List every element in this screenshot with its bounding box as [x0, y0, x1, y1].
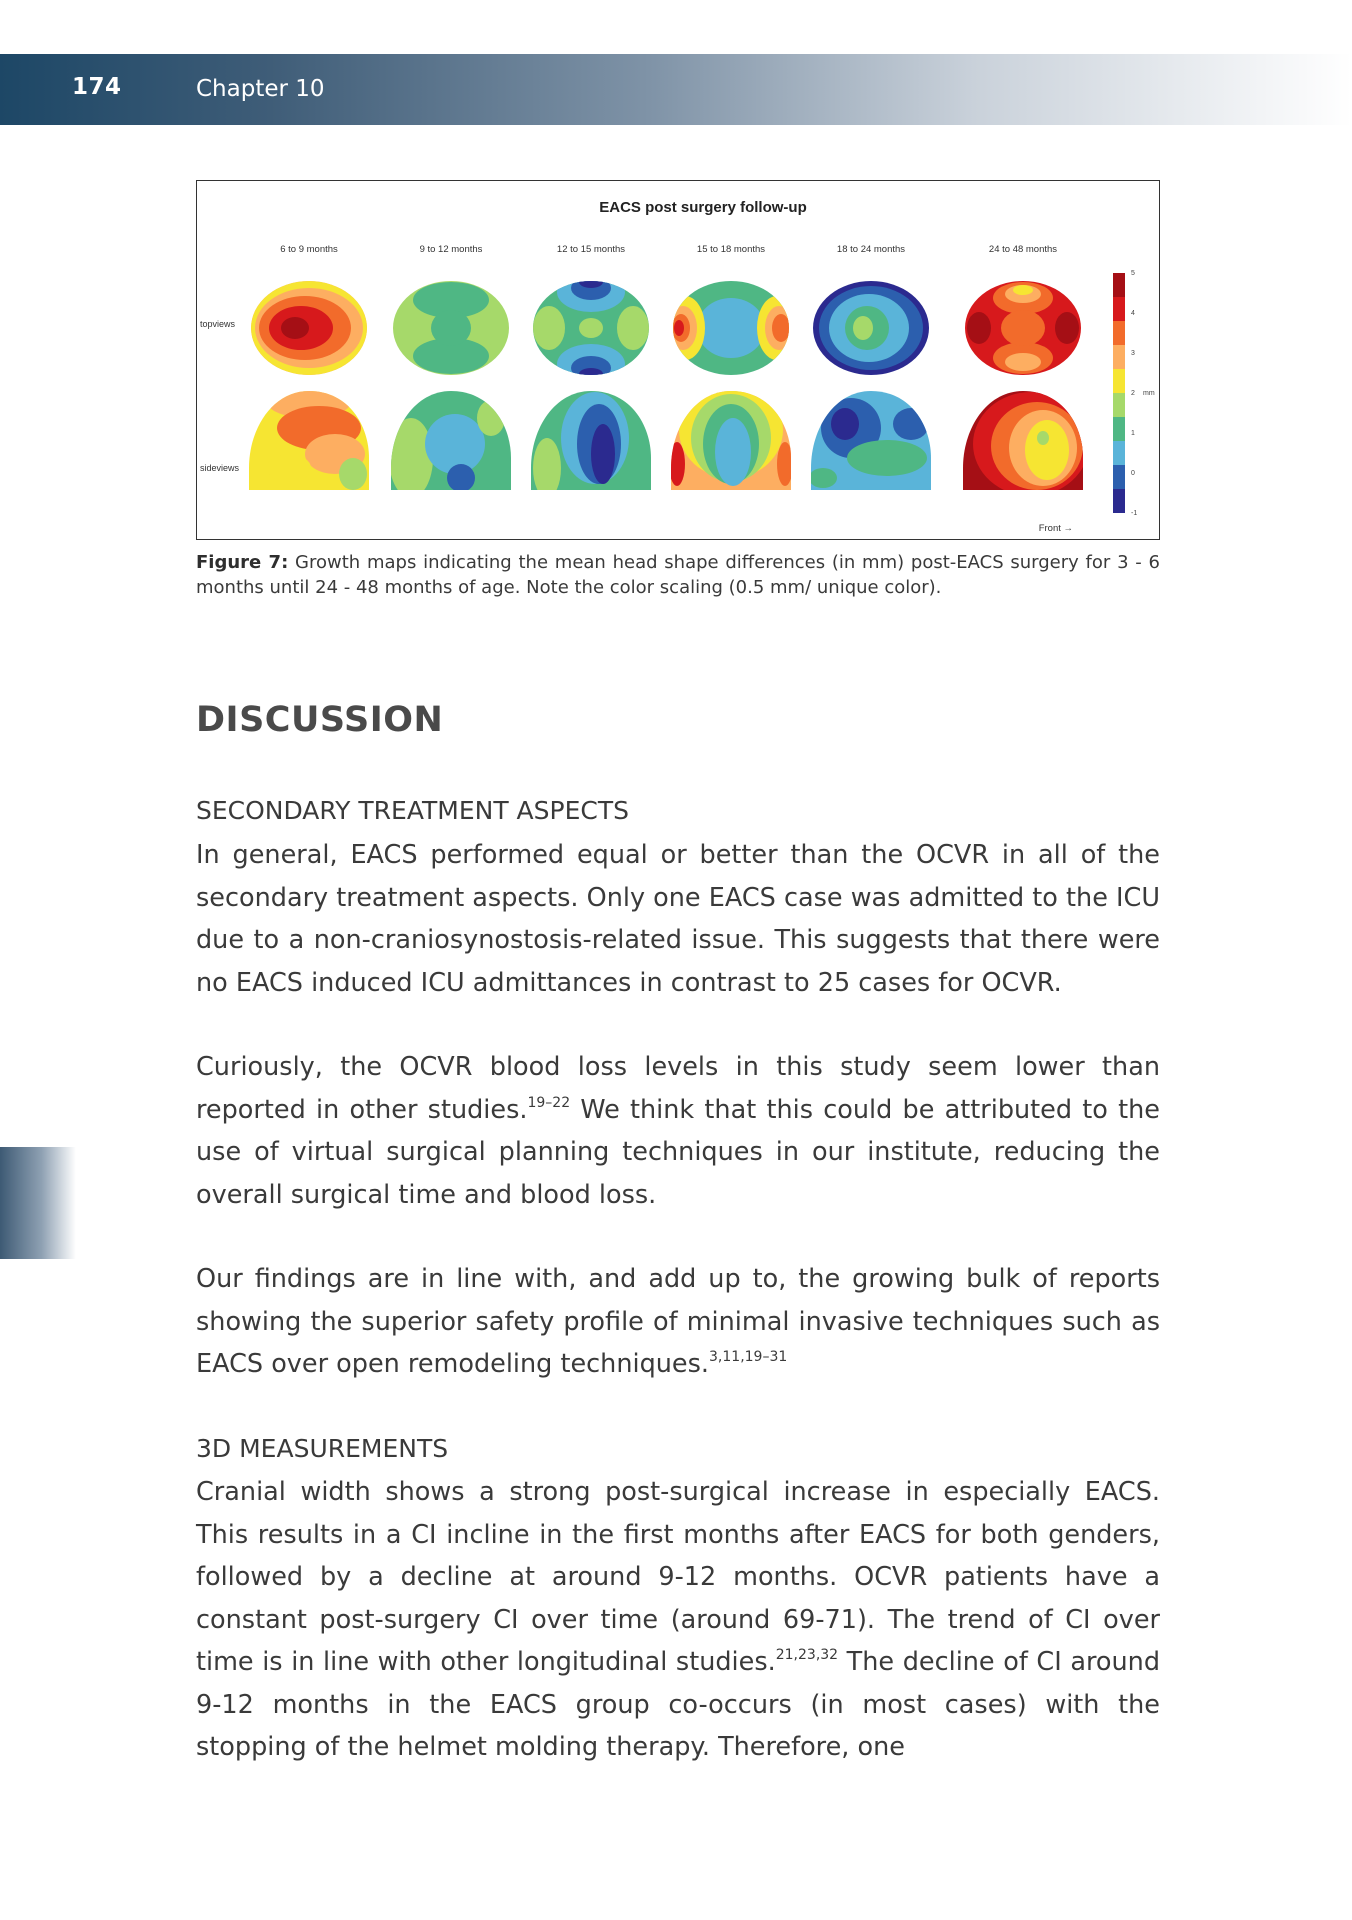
front-direction-label: Front →	[1038, 523, 1073, 534]
colorbar-tick: 2	[1131, 390, 1135, 397]
color-scale-bar	[1113, 270, 1155, 517]
growth-map-figure	[197, 181, 1159, 539]
colorbar-segment	[1113, 393, 1125, 417]
column-label: 6 to 9 months	[280, 244, 338, 255]
column-label: 24 to 48 months	[988, 244, 1058, 255]
figure-7	[196, 180, 1160, 540]
column-label: 12 to 15 months	[556, 244, 626, 255]
colorbar-tick: 0	[1131, 470, 1135, 477]
topview-map-6-9	[249, 278, 369, 378]
colorbar-segment	[1113, 465, 1125, 489]
figure-caption	[196, 550, 1160, 600]
colorbar-tick: 5	[1131, 270, 1135, 277]
colorbar-segment	[1113, 489, 1125, 513]
paragraph: Curiously, the OCVR blood loss levels in this study seem lower than reported in other studies.$^{19-22}$ We think that this could be attributed to the use of virtual surgical planning techniques in our institute, reducing the overall surgical time and blood loss.	[196, 1052, 1160, 1210]
topview-map-9-12	[391, 278, 511, 378]
paragraph: Our findings are in line with, and add up to, the growing bulk of reports showing the superior safety profile of minimal invasive techniques such as EACS over open remodeling techniques.$^{3,11,19-31}$	[196, 1264, 1160, 1379]
topview-map-18-24	[811, 278, 931, 378]
colorbar-segment	[1113, 369, 1125, 393]
page-number: 174	[72, 74, 122, 100]
topview-map-15-18	[665, 278, 797, 378]
sideview-map-9-12	[389, 388, 513, 498]
chapter-side-tab	[0, 1147, 76, 1259]
chapter-title: Chapter 10	[196, 76, 325, 102]
paragraph: Cranial width shows a strong post-surgical increase in especially EACS. This results in a CI incline in the first months after EACS for both genders, followed by a decline at around 9-12 months. OCVR patients have a constant post-surgery CI over time (around 69-71). The trend of CI over time is in line with other longitudinal studies.$^{21,23,32}$ The decline of CI around 9-12 months in the EACS group co-occurs (in most cases) with the stopping of the helmet molding therapy. Therefore, one	[196, 1477, 1160, 1762]
column-label: 18 to 24 months	[836, 244, 906, 255]
row-label-topviews: topviews	[200, 319, 236, 329]
row-label-sideviews: sideviews	[200, 463, 240, 473]
colorbar-tick: 3	[1131, 350, 1135, 357]
sideview-map-6-9	[247, 386, 371, 492]
paragraph: In general, EACS performed equal or better than the OCVR in all of the secondary treatment aspects. Only one EACS case was admitted to the ICU due to a non-craniosynostosis-related issue. This suggests that there were no EACS induced ICU admittances in contrast to 25 cases for OCVR.	[196, 840, 1160, 998]
figure-title: EACS post surgery follow-up	[599, 199, 807, 216]
citation: 21,23,32	[775, 1647, 839, 1663]
colorbar-segment	[1113, 273, 1125, 297]
sideview-map-12-15	[529, 388, 653, 498]
subheading-secondary-treatment: SECONDARY TREATMENT ASPECTS	[196, 796, 629, 825]
column-label: 9 to 12 months	[419, 244, 483, 255]
colorbar-segment	[1113, 345, 1125, 369]
sideview-map-24-48	[961, 388, 1089, 496]
colorbar-tick: 4	[1131, 310, 1135, 317]
citation: 3,11,19–31	[709, 1349, 788, 1365]
topview-map-12-15	[531, 272, 651, 384]
section-heading: DISCUSSION	[196, 700, 444, 740]
citation: 19–22	[527, 1094, 571, 1111]
colorbar-segment	[1113, 321, 1125, 345]
colorbar-segment	[1113, 297, 1125, 321]
colorbar-segment	[1113, 441, 1125, 465]
subheading-3d-measurements: 3D MEASUREMENTS	[196, 1434, 449, 1463]
colorbar-segment	[1113, 417, 1125, 441]
sideview-map-18-24	[809, 388, 933, 492]
caption-text: Growth maps indicating the mean head shape differences (in mm) post-EACS surgery for 3 - 6 months until 24 - 48 months of age. Note the color scaling (0.5 mm/ unique color).	[196, 552, 1160, 598]
column-label: 15 to 18 months	[696, 244, 766, 255]
colorbar-unit: mm	[1143, 390, 1155, 397]
caption-label: Figure 7:	[196, 552, 289, 573]
colorbar-tick: -1	[1131, 510, 1138, 517]
colorbar-tick: 1	[1131, 430, 1135, 437]
sideview-map-15-18	[669, 382, 793, 492]
topview-map-24-48	[963, 278, 1083, 378]
